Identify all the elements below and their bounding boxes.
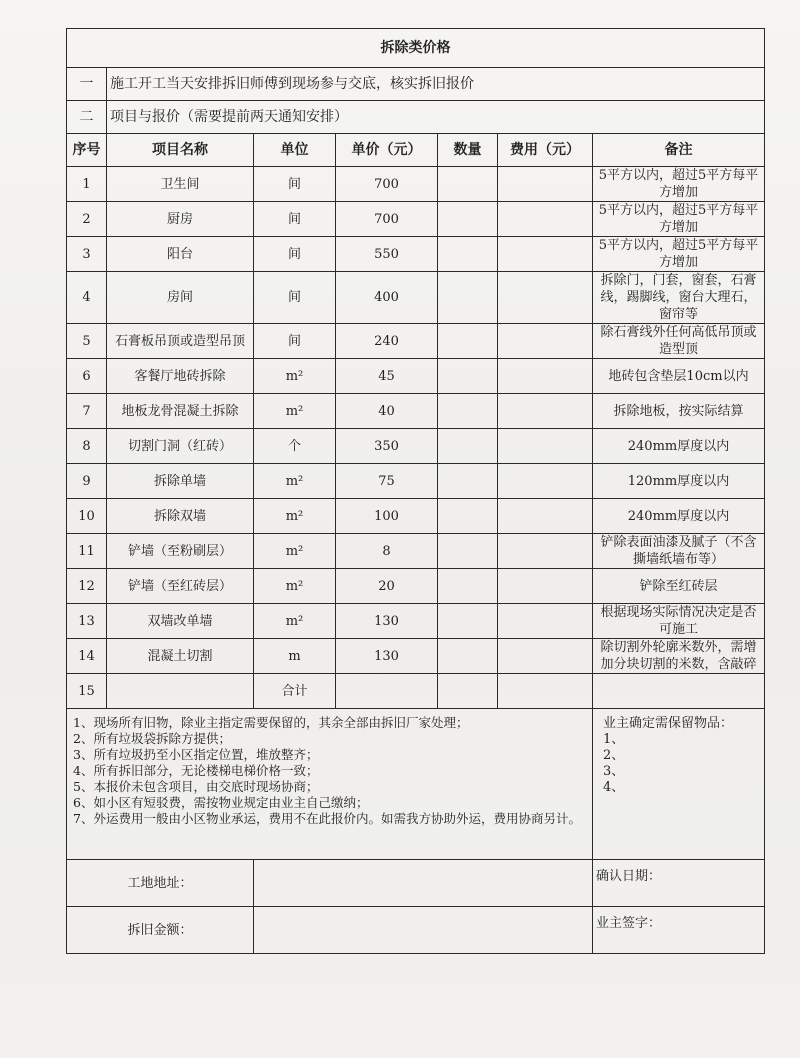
reserve-items-box[interactable] [593,709,765,860]
term-item: 2、所有垃圾袋拆除方提供； [73,731,231,746]
terms-list [67,709,593,860]
total-row [67,674,765,709]
cell-name: 厨房 [107,202,254,237]
cell-price: 240 [336,324,438,359]
header-seq: 序号 [67,134,107,167]
header-unit: 单位 [254,134,336,167]
cell-note: 铲除表面油漆及腻子（不含撕墙纸墙布等） [593,534,765,569]
table-row [67,272,765,324]
cell-qty[interactable] [438,359,498,394]
cell-price: 130 [336,604,438,639]
total-seq: 15 [67,674,107,709]
cell-unit: 个 [254,429,336,464]
total-blank [107,674,254,709]
cell-note: 240mm厚度以内 [593,499,765,534]
cell-unit: m² [254,359,336,394]
cell-price: 130 [336,639,438,674]
cell-seq: 7 [67,394,107,429]
cell-note: 拆除地板，按实际结算 [593,394,765,429]
term-item: 7、外运费用一般由小区物业承运，费用不在此报价内。如需我方协助外运，费用协商另计。 [73,811,581,826]
cell-name: 阳台 [107,237,254,272]
table-row [67,499,765,534]
term-item: 6、如小区有短驳费，需按物业规定由业主自己缴纳； [73,795,369,810]
cell-qty[interactable] [438,202,498,237]
cell-price: 8 [336,534,438,569]
total-cost-cell[interactable] [498,674,593,709]
cell-cost[interactable] [498,534,593,569]
reserve-line: 2、 [603,748,625,763]
section-row [67,68,765,101]
cell-cost[interactable] [498,202,593,237]
cell-price: 40 [336,394,438,429]
cell-qty[interactable] [438,237,498,272]
table-row [67,324,765,359]
cell-unit: 间 [254,167,336,202]
cell-seq: 8 [67,429,107,464]
owner-signature-field[interactable]: 业主签字： [593,907,765,954]
cell-cost[interactable] [498,167,593,202]
cell-name: 铲墙（至粉刷层） [107,534,254,569]
total-note-cell [593,674,765,709]
total-price-cell [336,674,438,709]
table-header-row [67,134,765,167]
cell-qty[interactable] [438,167,498,202]
reserve-line: 3、 [603,764,625,779]
total-label: 合计 [254,674,336,709]
table-row [67,202,765,237]
site-address-label: 工地地址： [67,860,254,907]
section-text: 施工开工当天安排拆旧师傅到现场参与交底，核实拆旧报价 [107,68,765,101]
table-row [67,359,765,394]
cell-note: 铲除至红砖层 [593,569,765,604]
cell-name: 房间 [107,272,254,324]
cell-unit: 间 [254,202,336,237]
cell-price: 100 [336,499,438,534]
cell-qty[interactable] [438,394,498,429]
cell-price: 550 [336,237,438,272]
cell-note: 地砖包含垫层10cm以内 [593,359,765,394]
cell-price: 45 [336,359,438,394]
cell-seq: 9 [67,464,107,499]
cell-cost[interactable] [498,394,593,429]
cell-unit: m² [254,464,336,499]
cell-cost[interactable] [498,499,593,534]
cell-seq: 14 [67,639,107,674]
cell-note: 240mm厚度以内 [593,429,765,464]
cell-note: 5平方以内，超过5平方每平方增加 [593,237,765,272]
term-item: 5、本报价未包含项目，由交底时现场协商； [73,779,319,794]
cell-qty[interactable] [438,499,498,534]
cell-qty[interactable] [438,429,498,464]
header-qty: 数量 [438,134,498,167]
section-number: 一 [67,68,107,101]
cell-name: 切割门洞（红砖） [107,429,254,464]
cell-price: 20 [336,569,438,604]
cell-unit: m² [254,604,336,639]
cell-name: 卫生间 [107,167,254,202]
cell-name: 地板龙骨混凝土拆除 [107,394,254,429]
cell-unit: m² [254,534,336,569]
table-row [67,429,765,464]
cell-qty[interactable] [438,639,498,674]
cell-name: 客餐厅地砖拆除 [107,359,254,394]
cell-unit: m² [254,394,336,429]
cell-qty[interactable] [438,464,498,499]
cell-note: 除石膏线外任何高低吊顶或造型顶 [593,324,765,359]
table-row [67,167,765,202]
demolition-amount-label: 拆旧金额： [67,907,254,954]
table-row [67,534,765,569]
cell-cost[interactable] [498,639,593,674]
cell-qty[interactable] [438,569,498,604]
reserve-title: 业主确定需保留物品： [603,716,734,731]
cell-seq: 3 [67,237,107,272]
table-row [67,464,765,499]
cell-note: 拆除门，门套，窗套，石膏线，踢脚线，窗台大理石，窗帘等 [593,272,765,324]
site-address-field[interactable] [254,860,593,907]
cell-cost[interactable] [498,464,593,499]
cell-note: 根据现场实际情况决定是否可施工 [593,604,765,639]
cell-cost[interactable] [498,324,593,359]
cell-note: 除切割外轮廓米数外，需增加分块切割的米数，含敲碎 [593,639,765,674]
cell-seq: 1 [67,167,107,202]
cell-name: 拆除单墙 [107,464,254,499]
cell-cost[interactable] [498,272,593,324]
cell-cost[interactable] [498,429,593,464]
section-text: 项目与报价（需要提前两天通知安排） [107,101,765,134]
page-title: 拆除类价格 [67,29,765,68]
footer-row [67,860,765,907]
cell-price: 350 [336,429,438,464]
cell-qty[interactable] [438,272,498,324]
cell-note: 5平方以内，超过5平方每平方增加 [593,167,765,202]
cell-name: 双墙改单墙 [107,604,254,639]
table-row [67,237,765,272]
cell-seq: 10 [67,499,107,534]
terms-row [67,709,765,860]
cell-price: 400 [336,272,438,324]
cell-unit: 间 [254,324,336,359]
table-row [67,639,765,674]
footer-row [67,907,765,954]
table-row [67,569,765,604]
term-item: 1、现场所有旧物，除业主指定需要保留的，其余全部由拆旧厂家处理； [73,715,469,730]
table-row [67,394,765,429]
reserve-line: 1、 [603,732,625,747]
section-row [67,101,765,134]
reserve-line: 4、 [603,780,625,795]
cell-seq: 2 [67,202,107,237]
cell-cost[interactable] [498,237,593,272]
cell-unit: 间 [254,237,336,272]
cell-name: 混凝土切割 [107,639,254,674]
cell-qty[interactable] [438,324,498,359]
cell-price: 700 [336,202,438,237]
cell-price: 75 [336,464,438,499]
total-qty-cell [438,674,498,709]
cell-cost[interactable] [498,604,593,639]
cell-note: 120mm厚度以内 [593,464,765,499]
section-number: 二 [67,101,107,134]
cell-seq: 4 [67,272,107,324]
cell-cost[interactable] [498,359,593,394]
cell-seq: 12 [67,569,107,604]
cell-unit: m² [254,569,336,604]
header-name: 项目名称 [107,134,254,167]
title-row [67,29,765,68]
cell-seq: 13 [67,604,107,639]
cell-name: 铲墙（至红砖层） [107,569,254,604]
cell-qty[interactable] [438,604,498,639]
cell-unit: m² [254,499,336,534]
term-item: 4、所有拆旧部分，无论楼梯电梯价格一致； [73,763,319,778]
header-note: 备注 [593,134,765,167]
cell-unit: m [254,639,336,674]
cell-unit: 间 [254,272,336,324]
cell-price: 700 [336,167,438,202]
confirm-date-field[interactable]: 确认日期： [593,860,765,907]
cell-seq: 6 [67,359,107,394]
cell-seq: 5 [67,324,107,359]
cell-qty[interactable] [438,534,498,569]
header-cost: 费用（元） [498,134,593,167]
cell-name: 拆除双墙 [107,499,254,534]
header-price: 单价（元） [336,134,438,167]
term-item: 3、所有垃圾扔至小区指定位置，堆放整齐； [73,747,319,762]
table-row [67,604,765,639]
cell-seq: 11 [67,534,107,569]
cell-note: 5平方以内，超过5平方每平方增加 [593,202,765,237]
cell-cost[interactable] [498,569,593,604]
demolition-price-table [66,28,765,954]
demolition-amount-field[interactable] [254,907,593,954]
cell-name: 石膏板吊顶或造型吊顶 [107,324,254,359]
